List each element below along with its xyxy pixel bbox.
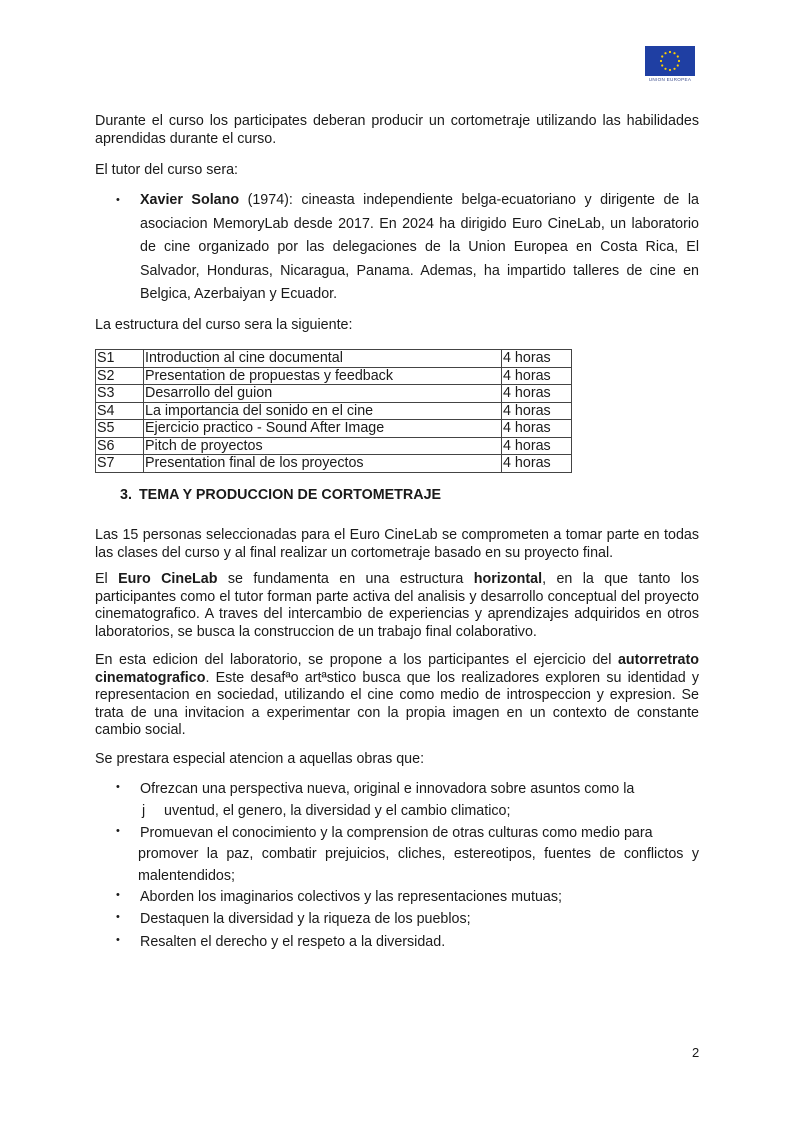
bullet-icon: • [116,781,120,793]
tutor-name: Xavier Solano [140,192,240,208]
star-icon [664,52,666,54]
star-icon [661,55,663,57]
duration-cell: 4 horas [502,385,572,403]
logo-caption: UNION EUROPEA [648,77,692,82]
p2-bold-horizontal: horizontal [473,571,543,587]
section-paragraph-1: Las 15 personas seleccionadas para el Euro CineLab se comprometen a tomar parte en todas las clases del curso y al final realizar un cortometraje basado en su proyecto final. [95,527,699,561]
p3-text-c: . Este desafªo artªstico busca que los realizadores exploren su identidad y representacion en sociedad, utilizando el cine como medio de introspeccion y expresion. Se trata de una invitacion a experimentar con la propia imagen en un contexto de constante cambio social. [95,669,699,738]
duration-cell: 4 horas [502,350,572,368]
course-structure-table [95,349,572,473]
p3-bold-autorretrato: autorretrato cinematografico [95,652,699,686]
star-icon [673,68,675,70]
p2-text-a: El [95,571,119,587]
session-cell: S4 [96,402,144,420]
star-icon [660,60,662,62]
table-row [96,385,572,403]
duration-cell: 4 horas [502,455,572,473]
session-cell: S7 [96,455,144,473]
tutor-bullet [116,189,699,307]
table-row [96,420,572,438]
p3-text-a: En esta edicion del laboratorio, se propone a los participantes el ejercicio del [95,652,618,668]
star-icon [669,69,671,71]
tutor-bio-text: (1974): cineasta independiente belga-ecuatoriano y dirigente de la asociacion MemoryLab desde 2017. En 2024 ha dirigido Euro CineLab, un laboratorio de cine organizado por las delegaciones de la Union Europea en Costa Rica, El Salvador, Honduras, Nicaragua, Panama. Ademas, ha impartido talleres de cine en Belgica, Azerbaiyan y Ecuador. [140,192,699,303]
session-cell: S3 [96,385,144,403]
list-item: Ofrezcan una perspectiva nueva, original e innovadora sobre asuntos como la [140,781,635,797]
page-number: 2 [692,1045,700,1060]
star-icon [677,55,679,57]
duration-cell: 4 horas [502,367,572,385]
list-item: Aborden los imaginarios colectivos y las representaciones mutuas; [140,889,562,905]
bullet-icon: • [116,825,120,837]
bullet-icon: • [116,889,120,901]
section-paragraph-4: Se prestara especial atencion a aquellas obras que: [95,751,425,767]
star-icon [661,64,663,66]
list-item-cont: malentendidos; [138,868,235,884]
star-icon [664,68,666,70]
table-row [96,437,572,455]
p2-text-e: , en la que tanto los participantes como el tutor forman parte activa del analisis y desarrollo conceptual del proyecto cinematografico. A traves del intercambio de experiencias y aprendizajes adquiridos en otros laboratorios, se busca la construccion de un trabajo final colaborativo. [95,571,699,640]
table-row [96,402,572,420]
topic-cell: Presentation de propuestas y feedback [144,367,502,385]
eu-flag-icon [645,46,695,76]
duration-cell: 4 horas [502,420,572,438]
bullet-icon: • [116,934,120,946]
topic-cell: Ejercicio practico - Sound After Image [144,420,502,438]
star-icon [669,51,671,53]
list-item-cont: uventud, el genero, la diversidad y el cambio climatico; [164,803,511,819]
duration-cell: 4 horas [502,437,572,455]
duration-cell: 4 horas [502,402,572,420]
table-row [96,350,572,368]
bullet-icon: • [116,911,120,923]
tutor-bio [140,189,699,307]
topic-cell: Introduction al cine documental [144,350,502,368]
list-item: Resalten el derecho y el respeto a la diversidad. [140,934,446,950]
star-icon [677,64,679,66]
topic-cell: La importancia del sonido en el cine [144,402,502,420]
intro-paragraph: Durante el curso los participates deberan producir un cortometraje utilizando las habilidades aprendidas durante el curso. [95,113,699,147]
p2-bold-euro-cinelab: Euro CineLab [118,571,218,587]
topic-cell: Desarrollo del guion [144,385,502,403]
section-number: 3. [120,487,132,503]
table-row [96,367,572,385]
section-paragraph-3 [95,652,699,740]
list-item-cont-letter: j [142,803,146,819]
list-item: Promuevan el conocimiento y la comprension de otras culturas como medio para [140,825,653,841]
structure-intro: La estructura del curso sera la siguiente: [95,317,353,333]
tutor-intro: El tutor del curso sera: [95,162,239,178]
list-item: Destaquen la diversidad y la riqueza de los pueblos; [140,911,471,927]
p2-text-c: se fundamenta en una estructura [217,571,474,587]
session-cell: S2 [96,367,144,385]
topic-cell: Pitch de proyectos [144,437,502,455]
session-cell: S5 [96,420,144,438]
star-icon [673,52,675,54]
star-icon [678,60,680,62]
session-cell: S1 [96,350,144,368]
list-item-cont: promover la paz, combatir prejuicios, cliches, estereotipos, fuentes de conflictos y [138,846,699,862]
section-paragraph-2 [95,571,699,641]
table-row [96,455,572,473]
section-heading [120,487,441,503]
eu-logo [645,46,695,86]
section-title: TEMA Y PRODUCCION DE CORTOMETRAJE [138,487,442,503]
bullet-icon: • [116,194,120,206]
topic-cell: Presentation final de los proyectos [144,455,502,473]
session-cell: S6 [96,437,144,455]
